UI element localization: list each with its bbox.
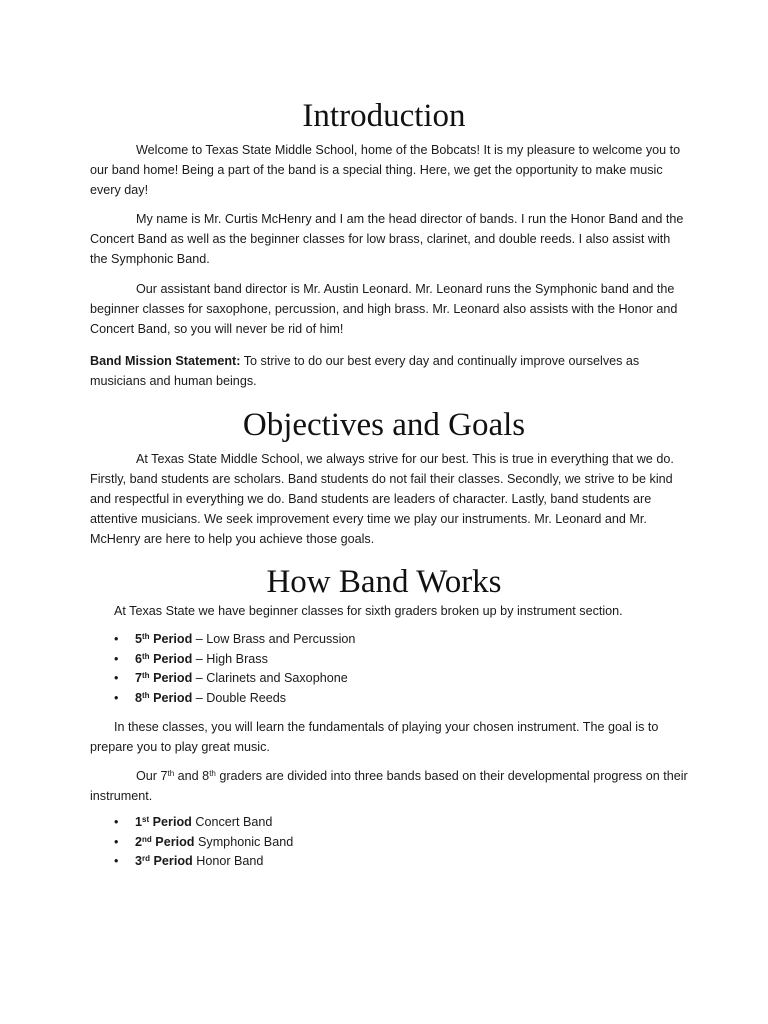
bullet-icon: • bbox=[114, 632, 119, 646]
bullet-icon: • bbox=[114, 690, 119, 705]
list-item: • 1st Period Concert Band bbox=[114, 813, 293, 833]
list-item: • 3rd Period Honor Band bbox=[114, 852, 293, 872]
mission-label: Band Mission Statement: bbox=[90, 354, 241, 368]
how-paragraph-2: In these classes, you will learn the fundamentals of playing your chosen instrument. The goal is to prepare you to play great music. bbox=[90, 720, 659, 754]
list-item: • 8th Period – Double Reeds bbox=[114, 689, 355, 709]
how-paragraph-1: At Texas State we have beginner classes for sixth graders broken up by instrument section. bbox=[114, 604, 623, 618]
heading-how-band-works: How Band Works bbox=[266, 564, 502, 600]
list-item: • 7th Period – Clarinets and Saxophone bbox=[114, 669, 355, 689]
objectives-paragraph: At Texas State Middle School, we always strive for our best. This is true in everything that we do. Firstly, band students are scholars. Band students do not fail their classes. Secondly, we strive to be kind and respectful in everything we do. Band students are leaders of character. Lastly, band students are attentive musicians. We seek improvement every time we play our instruments. Mr. Leonard and Mr. McHenry are here to help you achieve those goals. bbox=[90, 452, 674, 546]
intro-paragraph-1: Welcome to Texas State Middle School, home of the Bobcats! It is my pleasure to welcome you to our band home! Being a part of the band is a special thing. Here, we get the opportunity to make music every day! bbox=[90, 143, 681, 197]
bullet-icon: • bbox=[114, 834, 119, 849]
list-item: • 5th Period – Low Brass and Percussion bbox=[114, 630, 355, 650]
bullet-icon: • bbox=[114, 815, 119, 829]
bullet-icon: • bbox=[114, 854, 119, 868]
heading-introduction: Introduction bbox=[302, 98, 466, 134]
bullet-icon: • bbox=[114, 651, 119, 666]
intro-paragraph-2: My name is Mr. Curtis McHenry and I am the head director of bands. I run the Honor Band and the Concert Band as well as the beginner classes for low brass, clarinet, and double reeds. I also assist with the Symphonic Band. bbox=[90, 212, 684, 266]
mission-statement: Band Mission Statement: To strive to do our best every day and continually improve ourselves as musicians and human beings. bbox=[90, 354, 640, 388]
beginner-class-list bbox=[114, 630, 355, 708]
list-item: • 2nd Period Symphonic Band bbox=[114, 833, 293, 853]
bullet-icon: • bbox=[114, 671, 119, 685]
heading-objectives: Objectives and Goals bbox=[242, 407, 526, 443]
intro-paragraph-3: Our assistant band director is Mr. Austin Leonard. Mr. Leonard runs the Symphonic band and the beginner classes for saxophone, percussion, and high brass. Mr. Leonard also assists with the Honor and Concert Band, so you will never be rid of him! bbox=[90, 282, 678, 336]
list-item: • 6th Period – High Brass bbox=[114, 650, 355, 670]
how-paragraph-3: Our 7th and 8th graders are divided into three bands based on their developmental progress on their instrument. bbox=[90, 769, 688, 803]
band-list bbox=[114, 813, 293, 872]
